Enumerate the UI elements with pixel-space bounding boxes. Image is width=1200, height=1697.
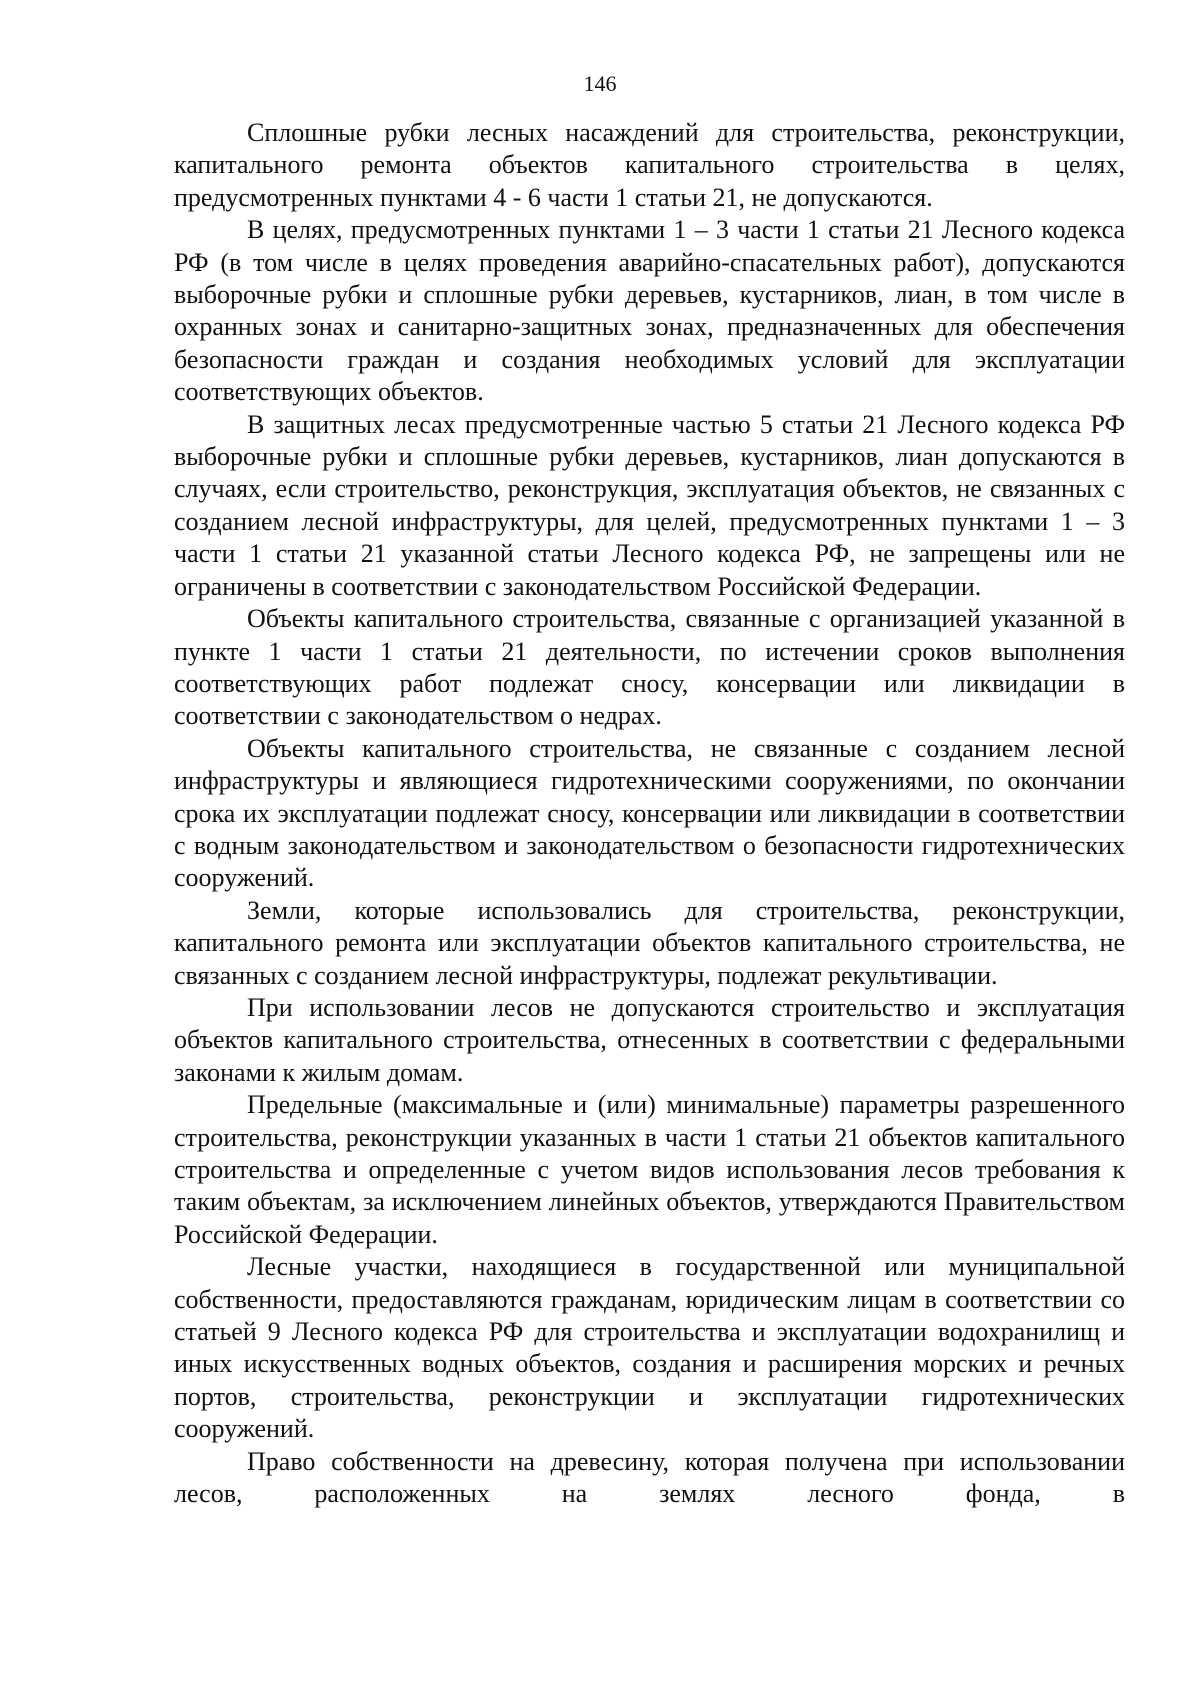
document-body	[174, 117, 1125, 1510]
paragraph-protective-forests: В защитных лесах предусмотренные частью 5 статьи 21 Лесного кодекса РФ выборочные рубки и сплошные рубки деревьев, кустарников, лиан допускаются в случаях, если строительство, реконструкция, эксплуатация объектов, не связанных с созданием лесной инфраструктуры, для целей, предусмотренных пунктами 1 – 3 части 1 статьи 21 указанной статьи Лесного кодекса РФ, не запрещены или не ограничены в соответствии с законодательством Российской Федерации.	[174, 409, 1125, 601]
page-number: 146	[583, 71, 617, 96]
paragraph-construction-parameters: Предельные (максимальные и (или) минимальные) параметры разрешенного строительства, реконструкции указанных в части 1 статьи 21 объектов капитального строительства и определенные с учетом видов использования лесов требования к таким объектам, за исключением линейных объектов, утверждаются Правительством Российской Федерации.	[174, 1090, 1125, 1249]
paragraph-clear-cutting: Сплошные рубки лесных насаждений для строительства, реконструкции, капитального ремонта объектов капитального строительства в целях, предусмотренных пунктами 4 - 6 части 1 статьи 21, не допускаются.	[174, 118, 1125, 212]
paragraph-land-recultivation: Земли, которые использовались для строительства, реконструкции, капитального ремонта или эксплуатации объектов капитального строительства, не связанных с созданием лесной инфраструктуры, подлежат рекультивации.	[174, 895, 1125, 990]
paragraph-hydrotechnical-objects: Объекты капитального строительства, не связанные с созданием лесной инфраструктуры и являющиеся гидротехническими сооружениями, по окончании срока их эксплуатации подлежат сносу, консервации или ликвидации в соответствии с водным законодательством и законодательством о безопасности гидротехнических сооружений.	[174, 733, 1125, 893]
paragraph-selective-cutting-purposes: В целях, предусмотренных пунктами 1 – 3 части 1 статьи 21 Лесного кодекса РФ (в том числе в целях проведения аварийно-спасательных работ), допускаются выборочные рубки и сплошные рубки деревьев, кустарников, лиан, в том числе в охранных зонах и санитарно-защитных зонах, предназначенных для обеспечения безопасности граждан и создания необходимых условий для эксплуатации соответствующих объектов.	[174, 215, 1125, 407]
paragraph-subsoil-objects: Объекты капитального строительства, связанные с организацией указанной в пункте 1 части 1 статьи 21 деятельности, по истечении сроков выполнения соответствующих работ подлежат сносу, консервации или ликвидации в соответствии с законодательством о недрах.	[174, 604, 1125, 731]
paragraph-land-plots-provision: Лесные участки, находящиеся в государственной или муниципальной собственности, предоставляются гражданам, юридическим лицам в соответствии со статьей 9 Лесного кодекса РФ для строительства и эксплуатации водохранилищ и иных искусственных водных объектов, создания и расширения морских и речных портов, строительства, реконструкции и эксплуатации гидротехнических сооружений.	[174, 1252, 1125, 1444]
paragraph-residential-prohibition: При использовании лесов не допускаются строительство и эксплуатация объектов капитального строительства, отнесенных в соответствии с федеральными законами к жилым домам.	[174, 992, 1125, 1087]
paragraph-timber-ownership: Право собственности на древесину, которая получена при использовании лесов, расположенных на землях лесного фонда, в	[174, 1446, 1125, 1509]
